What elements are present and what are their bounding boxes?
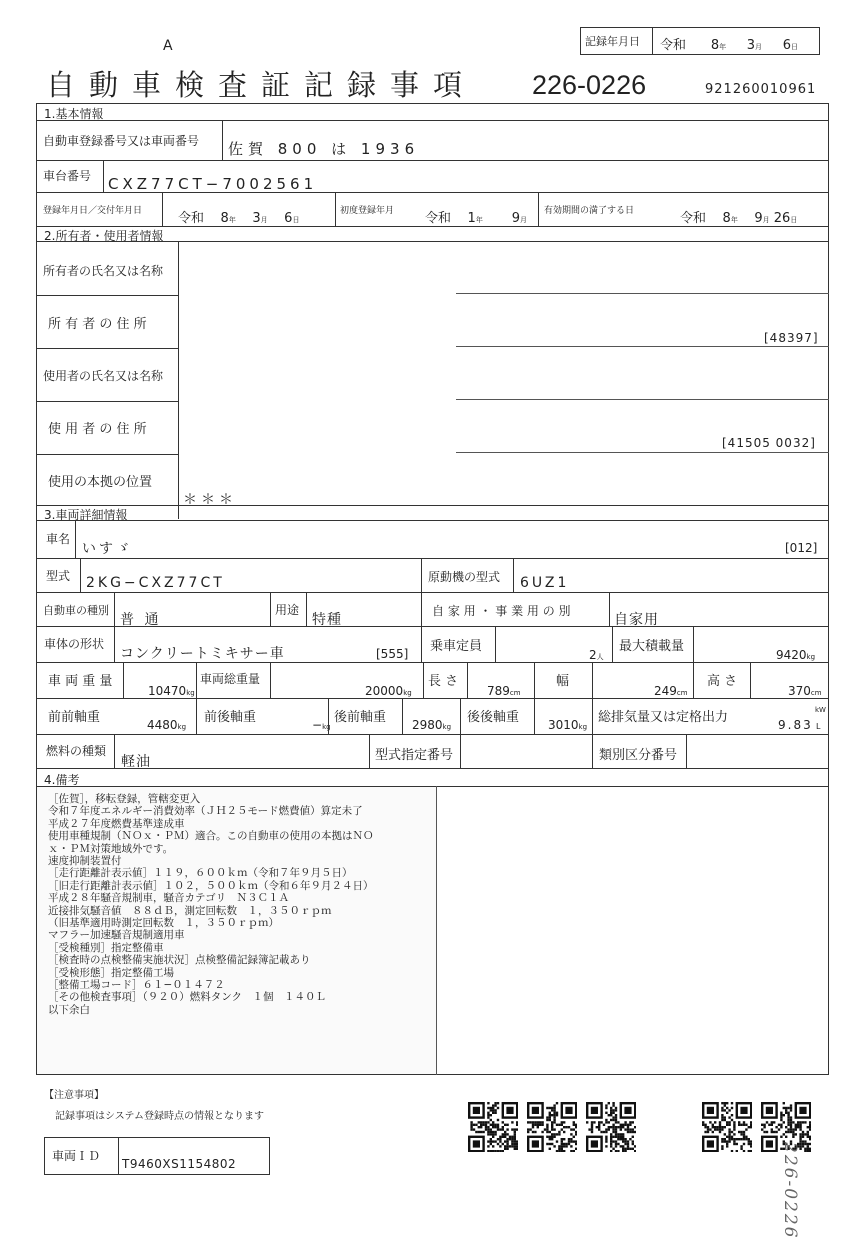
handwritten-number: 226-0226 <box>780 1142 800 1239</box>
remarks-line: 平成２７年度燃費基準達成車 <box>48 817 185 830</box>
use-label: 用途 <box>275 603 300 617</box>
make-code: [012] <box>785 541 818 555</box>
form-mark: A <box>163 38 173 54</box>
section-remarks-title: 4.備考 <box>44 773 80 787</box>
height-label: 高 さ <box>707 674 738 689</box>
reg-date-value: 令和 8年 3月 6日 <box>178 211 300 226</box>
engine-label: 原動機の型式 <box>428 570 501 584</box>
remarks-line: ［その他検査事項］（９２０）燃料タンク １個 １４０Ｌ <box>48 991 327 1004</box>
body-code: [555] <box>376 647 409 661</box>
remarks-line: 使用車種規制（ＮＯｘ・ＰＭ）適合。この自動車の使用の本拠はＮＯ <box>48 830 374 843</box>
remarks-line: ［受検形態］指定整備工場 <box>48 966 174 979</box>
rear-rear-axle-label: 後後軸重 <box>467 710 520 725</box>
remarks-line: 以下余白 <box>48 1003 90 1016</box>
section-owner-title: 2.所有者・使用者情報 <box>44 229 164 243</box>
height-value: 370cm <box>788 684 822 698</box>
remarks-line: ［佐賀］，移転登録，管轄変更入 <box>48 793 201 805</box>
remarks-line: 近接排気騒音値 ８８ｄＢ，測定回転数 １，３５０ｒｐｍ <box>48 904 332 917</box>
remarks-line: ［走行距離計表示値］１１９，６００ｋｍ（令和７年９月５日） <box>48 867 353 880</box>
user-address-label: 使 用 者 の 住 所 <box>48 422 147 437</box>
owner-name-label: 所有者の氏名又は名称 <box>43 264 164 278</box>
expiry-label: 有効期間の満了する日 <box>544 206 635 216</box>
displacement-label: 総排気量又は定格出力 <box>598 710 729 725</box>
width-value: 249cm <box>654 684 688 698</box>
length-label: 長 さ <box>428 674 459 689</box>
remarks-line: ｘ・ＰＭ対策地域外です。 <box>48 842 174 855</box>
reg-number-label: 自動車登録番号又は車両番号 <box>43 134 200 148</box>
remarks-line: 速度抑制装置付 <box>48 855 122 867</box>
capacity-value: 2人 <box>589 648 604 662</box>
capacity-label: 乗車定員 <box>430 639 483 654</box>
reg-number-value: 佐賀 800 は 1936 <box>228 140 420 158</box>
use-value: 特種 <box>312 612 342 628</box>
remarks-line: 平成２８年騒音規制車，騒音カテゴリ Ｎ３Ｃ１Ａ <box>48 892 290 905</box>
fuel-value: 軽油 <box>121 754 151 770</box>
record-date-value: 令和 8年 3月 6日 <box>660 38 798 53</box>
qr-code-1 <box>468 1102 518 1152</box>
base-location-label: 使用の本拠の位置 <box>48 475 153 490</box>
rear-front-axle-label: 後前軸重 <box>334 710 387 725</box>
chassis-label: 車台番号 <box>43 169 92 183</box>
rear-rear-axle-value: 3010kg <box>548 718 588 732</box>
remarks-line: （旧基準適用時測定回転数 １，３５０ｒｐｍ） <box>48 917 279 929</box>
fuel-label: 燃料の種類 <box>46 744 107 758</box>
remarks-line: 令和７年度エネルギー消費効率（ＪＨ２５モード燃費値）算定未了 <box>48 805 363 818</box>
certificate-number: 226-0226 <box>532 70 647 100</box>
make-label: 車名 <box>46 532 71 546</box>
notes-text: 記録事項はシステム登録時点の情報となります <box>55 1111 264 1122</box>
weight-value: 10470kg <box>148 684 195 698</box>
front-front-axle-label: 前前軸重 <box>48 710 101 725</box>
kind-label: 自動車の種別 <box>43 604 109 617</box>
remarks-line: ［受検種別］指定整備車 <box>48 941 164 954</box>
remarks-line: ［整備工場コード］６１−０１４７２ <box>48 979 225 991</box>
section-basic-title: 1.基本情報 <box>44 107 104 121</box>
type-number-label: 型式指定番号 <box>375 748 454 763</box>
max-load-value: 9420kg <box>776 648 816 662</box>
remarks-line: マフラー加速騒音規制適用車 <box>48 929 185 942</box>
section-vehicle-title: 3.車両詳細情報 <box>44 508 128 522</box>
kind-value: 普 通 <box>120 612 162 628</box>
qr-code-3 <box>586 1102 636 1152</box>
weight-label: 車 両 重 量 <box>48 674 113 689</box>
owner-address-label: 所 有 者 の 住 所 <box>48 317 147 332</box>
user-address-code: [41505 0032] <box>722 436 816 450</box>
length-value: 789cm <box>487 684 521 698</box>
remarks-line: ［旧走行距離計表示値］１０２，５００ｋｍ（令和６年９月２４日） <box>48 879 374 892</box>
body-label: 車体の形状 <box>44 637 105 651</box>
serial-number: 921260010961 <box>705 82 817 97</box>
first-reg-label: 初度登録年月 <box>340 206 395 216</box>
first-reg-value: 令和 1年 9月 <box>425 211 528 226</box>
engine-value: 6UZ1 <box>520 575 570 591</box>
width-label: 幅 <box>556 674 570 689</box>
notes-title: 【注意事項】 <box>44 1090 104 1101</box>
private-use-value: 自家用 <box>614 612 659 628</box>
qr-code-2 <box>527 1102 577 1152</box>
displacement-unit-l: L <box>816 722 821 731</box>
body-value: コンクリートミキサー車 <box>120 646 285 662</box>
reg-date-label: 登録年月日／交付年月日 <box>43 206 143 216</box>
remarks-line: ［検査時の点検整備実施状況］点検整備記録簿記載あり <box>48 954 311 967</box>
record-date-label: 記録年月日 <box>585 35 640 48</box>
gross-weight-value: 20000kg <box>365 684 412 698</box>
private-use-label: 自 家 用 ・ 事 業 用 の 別 <box>432 604 571 618</box>
class-number-label: 類別区分番号 <box>599 748 678 763</box>
user-name-label: 使用者の氏名又は名称 <box>43 369 164 383</box>
displacement-unit-kw: kW <box>815 706 826 714</box>
model-label: 型式 <box>46 569 71 583</box>
expiry-value: 令和 8年 9月 26日 <box>680 211 798 226</box>
model-value: 2KG−CXZ77CT <box>86 575 225 591</box>
max-load-label: 最大積載量 <box>619 639 685 654</box>
front-rear-axle-value: −kg <box>312 718 331 732</box>
owner-address-code: [48397] <box>764 331 819 345</box>
qr-code-4 <box>702 1102 752 1152</box>
make-value: いすゞ <box>82 541 133 557</box>
chassis-value: CXZ77CT−7002561 <box>108 175 318 193</box>
front-rear-axle-label: 前後軸重 <box>204 710 257 725</box>
document-title: 自動車検査証記録事項 <box>46 68 477 102</box>
gross-weight-label: 車両総重量 <box>200 672 261 686</box>
rear-front-axle-value: 2980kg <box>412 718 452 732</box>
base-location-value: ＊＊＊ <box>183 492 237 508</box>
displacement-value: 9.83 <box>778 718 813 732</box>
vehicle-id-label: 車両ＩＤ <box>52 1149 101 1163</box>
vehicle-id-value: T9460XS1154802 <box>122 1157 237 1171</box>
front-front-axle-value: 4480kg <box>147 718 187 732</box>
